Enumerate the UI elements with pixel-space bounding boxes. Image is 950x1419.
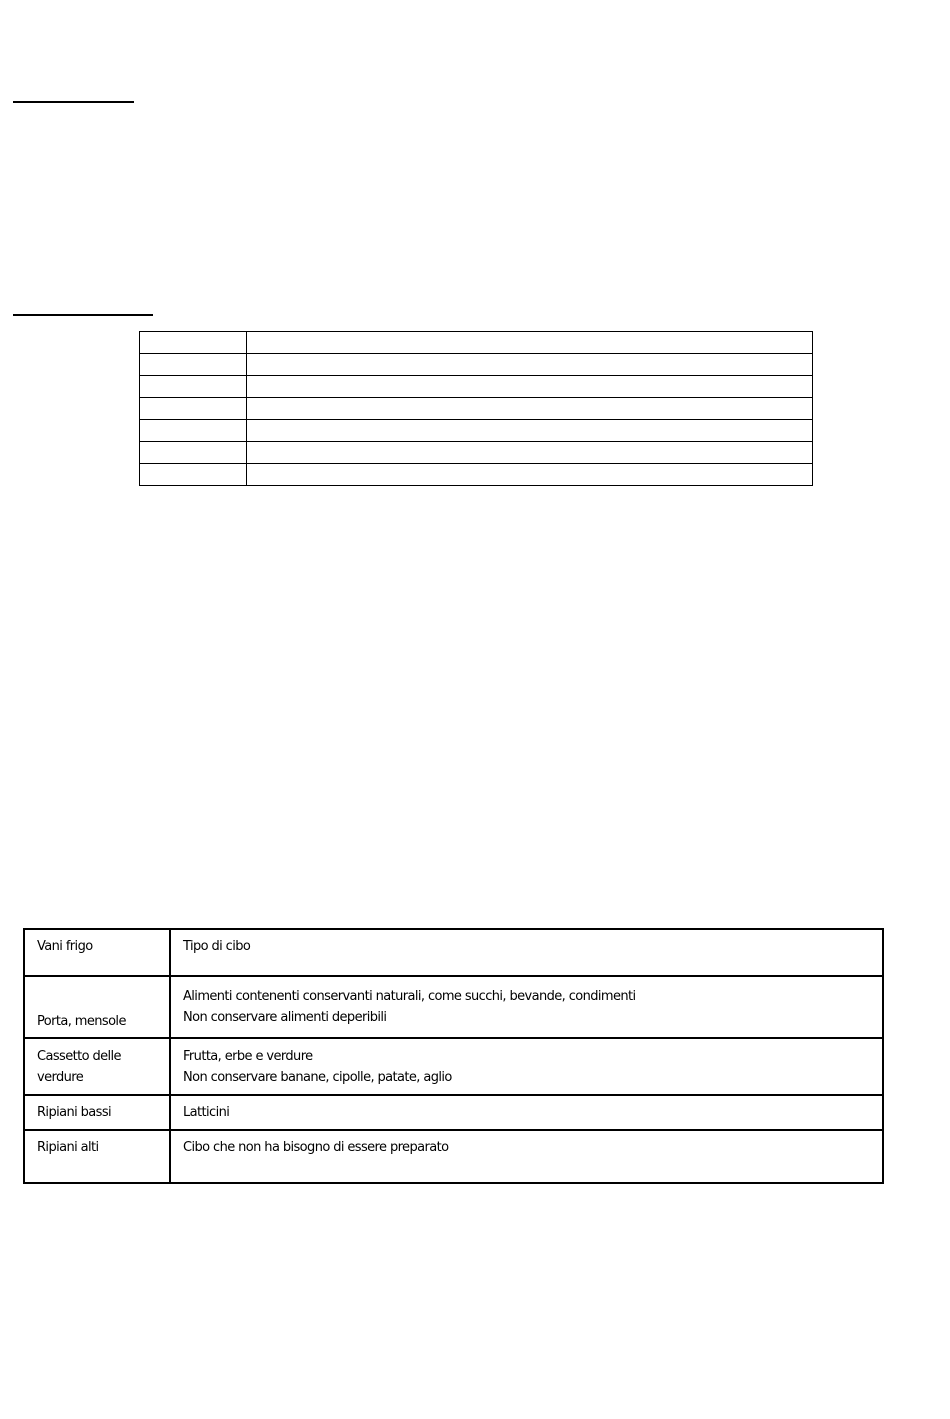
food-type-cell bbox=[170, 1038, 883, 1095]
compartment-label: Ripiani alti bbox=[37, 1140, 99, 1155]
compartment-cell bbox=[24, 1038, 170, 1095]
table-row bbox=[140, 464, 813, 486]
empty-grid-table bbox=[139, 331, 813, 486]
empty-cell bbox=[247, 332, 813, 354]
empty-cell bbox=[140, 376, 247, 398]
food-type-line: Cibo che non ha bisogno di essere preparato bbox=[183, 1140, 449, 1155]
empty-cell bbox=[247, 376, 813, 398]
table-row bbox=[140, 420, 813, 442]
compartment-cell bbox=[24, 1130, 170, 1183]
table-row bbox=[24, 976, 883, 1038]
blank-underline-1 bbox=[13, 101, 134, 103]
compartment-label: Porta, mensole bbox=[37, 1014, 126, 1029]
empty-cell bbox=[140, 332, 247, 354]
empty-cell bbox=[247, 398, 813, 420]
fridge-compartments-table bbox=[23, 928, 884, 1184]
header-compartment bbox=[24, 929, 170, 976]
empty-cell bbox=[247, 420, 813, 442]
header-food-type bbox=[170, 929, 883, 976]
compartment-label: Ripiani bassi bbox=[37, 1105, 112, 1120]
food-type-cell bbox=[170, 1130, 883, 1183]
empty-cell bbox=[247, 442, 813, 464]
food-type-line: Frutta, erbe e verdure bbox=[183, 1048, 313, 1064]
empty-cell bbox=[140, 398, 247, 420]
food-type-cell bbox=[170, 976, 883, 1038]
blank-underline-2 bbox=[13, 314, 153, 316]
empty-cell bbox=[140, 354, 247, 376]
food-type-line: Non conservare banane, cipolle, patate, aglio bbox=[183, 1069, 452, 1085]
table-row bbox=[140, 442, 813, 464]
food-type-line: Latticini bbox=[183, 1105, 230, 1120]
header-compartment-label: Vani frigo bbox=[37, 939, 93, 954]
table-row bbox=[140, 398, 813, 420]
compartment-cell bbox=[24, 1095, 170, 1130]
empty-cell bbox=[247, 464, 813, 486]
table-row bbox=[140, 354, 813, 376]
table-row bbox=[140, 332, 813, 354]
header-food-type-label: Tipo di cibo bbox=[183, 939, 251, 954]
compartment-cell bbox=[24, 976, 170, 1038]
food-type-line: Non conservare alimenti deperibili bbox=[183, 1010, 387, 1025]
table-row bbox=[24, 1130, 883, 1183]
food-type-cell bbox=[170, 1095, 883, 1130]
compartment-label: verdure bbox=[37, 1069, 84, 1085]
food-type-line: Alimenti contenenti conservanti naturali, come succhi, bevande, condimenti bbox=[183, 989, 636, 1004]
empty-cell bbox=[140, 420, 247, 442]
empty-cell bbox=[140, 464, 247, 486]
empty-cell bbox=[140, 442, 247, 464]
empty-cell bbox=[247, 354, 813, 376]
table-row bbox=[24, 1095, 883, 1130]
compartment-label: Cassetto delle bbox=[37, 1048, 121, 1064]
table-header-row bbox=[24, 929, 883, 976]
table-row bbox=[140, 376, 813, 398]
table-row bbox=[24, 1038, 883, 1095]
